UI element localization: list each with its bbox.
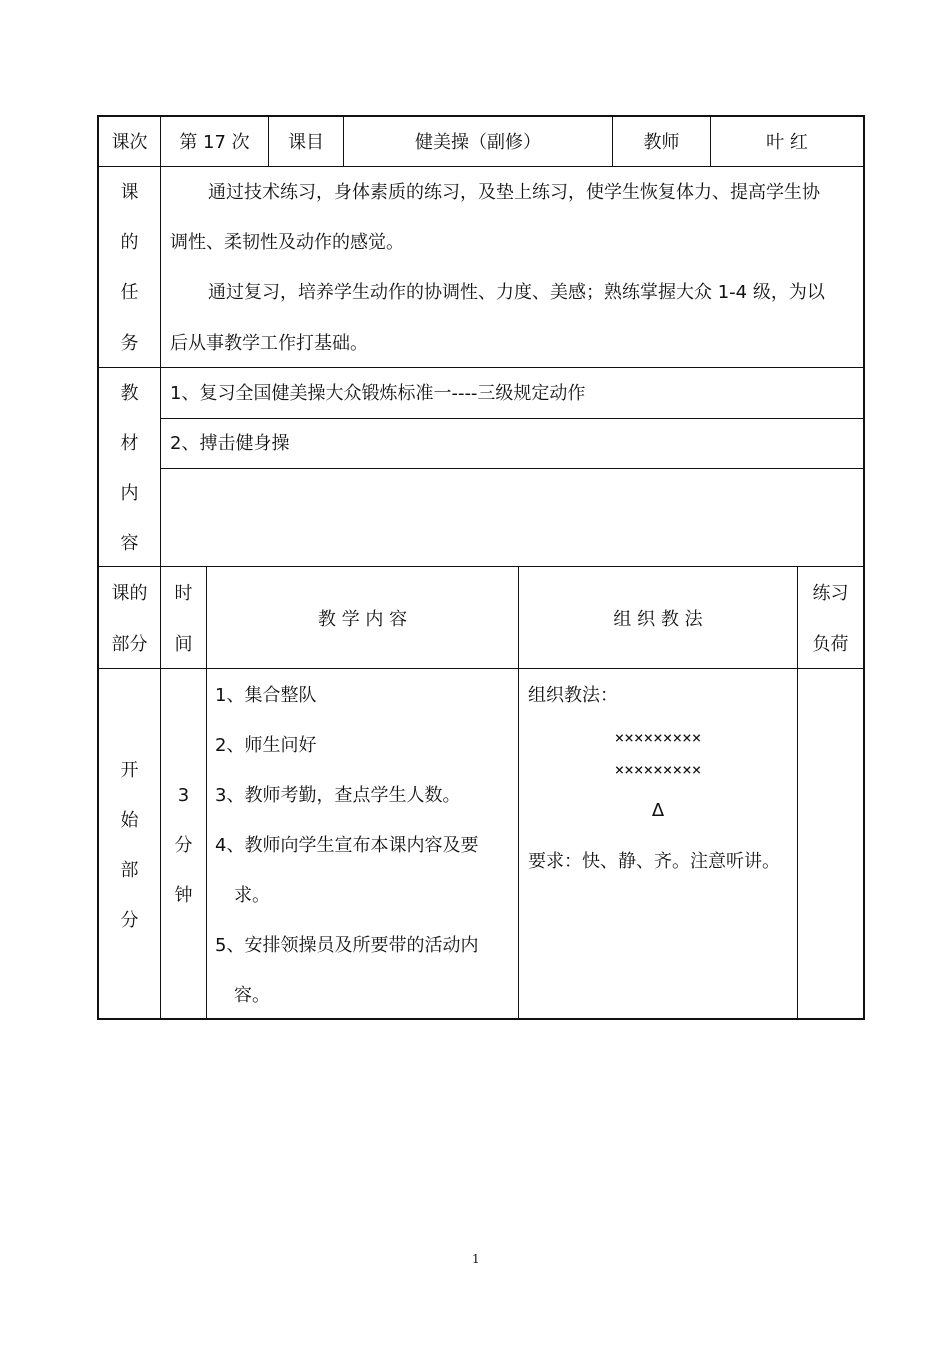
col-line: [160, 115, 161, 1020]
tasks-label-char: 任: [120, 282, 139, 303]
row-line: [97, 166, 865, 167]
teacher-value: 叶 红: [766, 132, 808, 153]
table-border-right: [863, 115, 865, 1020]
formation-row: ×××××××××: [614, 728, 702, 747]
lesson-no-value: 第 17 次: [179, 132, 250, 153]
opening-part-char: 始: [120, 810, 139, 831]
opening-part-char: 分: [120, 910, 139, 931]
tasks-line: 调性、柔韧性及动作的感觉。: [170, 232, 404, 253]
materials-label-char: 内: [120, 483, 139, 504]
opening-content-line: 容。: [234, 985, 270, 1006]
lesson-no-label: 课次: [111, 132, 148, 153]
materials-label-char: 教: [120, 383, 139, 404]
opening-content-line: 4、教师向学生宣布本课内容及要: [215, 835, 479, 856]
materials-label-char: 容: [120, 533, 139, 554]
tasks-label-char: 的: [120, 232, 139, 253]
materials-label-char: 材: [120, 433, 139, 454]
opening-content-line: 2、师生问好: [215, 735, 317, 756]
tasks-label-char: 务: [120, 333, 139, 354]
opening-time-char: 分: [174, 835, 193, 856]
opening-time-char: 3: [177, 785, 190, 806]
materials-item: 2、搏击健身操: [170, 433, 290, 454]
col-header-load: 练习: [812, 583, 849, 604]
opening-content-line: 求。: [234, 885, 270, 906]
subject-value: 健美操（副修）: [415, 132, 541, 153]
table-border-bottom: [97, 1018, 865, 1020]
col-header-time: 间: [174, 634, 193, 655]
method-title: 组织教法：: [528, 685, 618, 706]
col-header-load: 负荷: [812, 634, 849, 655]
tasks-line: 通过技术练习，身体素质的练习，及垫上练习，使学生恢复体力、提高学生协: [208, 182, 820, 203]
opening-content-line: 3、教师考勤，查点学生人数。: [215, 785, 461, 806]
col-header-part: 课的: [111, 583, 148, 604]
formation-row: ×××××××××: [614, 760, 702, 779]
page-number: 1: [472, 1252, 480, 1266]
subject-label: 课目: [288, 132, 324, 153]
col-line: [206, 566, 207, 1020]
tasks-line: 通过复习，培养学生动作的协调性、力度、美感；熟练掌握大众 1-4 级，为以: [208, 282, 825, 303]
tasks-label-char: 课: [120, 182, 139, 203]
row-line: [97, 668, 865, 669]
materials-item: 1、复习全国健美操大众锻炼标准一----三级规定动作: [170, 383, 586, 404]
row-line: [160, 418, 865, 419]
col-header-time: 时: [174, 583, 193, 604]
opening-content-line: 5、安排领操员及所要带的活动内: [215, 935, 479, 956]
method-requirement: 要求：快、静、齐。注意听讲。: [528, 851, 780, 872]
row-line: [160, 468, 865, 469]
col-header-part: 部分: [111, 634, 148, 655]
row-line: [97, 566, 865, 567]
table-border-top: [97, 115, 865, 117]
col-line: [518, 566, 519, 1020]
col-header-content: 教 学 内 容: [317, 609, 408, 630]
opening-part-char: 开: [120, 760, 139, 781]
teacher-mark: Δ: [651, 800, 665, 821]
row-line: [97, 367, 865, 368]
opening-time-char: 钟: [174, 885, 193, 906]
opening-part-char: 部: [120, 860, 139, 881]
teacher-label: 教师: [643, 132, 680, 153]
tasks-line: 后从事教学工作打基础。: [170, 333, 368, 354]
opening-content-line: 1、集合整队: [215, 685, 317, 706]
col-header-method: 组 织 教 法: [613, 609, 703, 630]
